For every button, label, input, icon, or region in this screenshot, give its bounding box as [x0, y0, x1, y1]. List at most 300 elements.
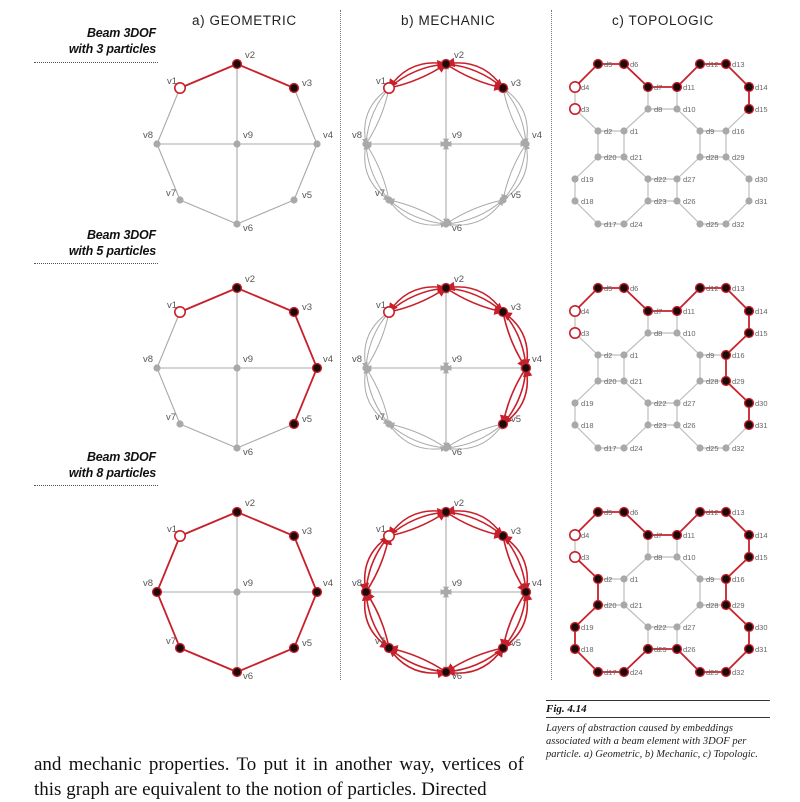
grid-label: d24: [630, 220, 643, 229]
inactive-arrow: [389, 424, 446, 449]
row-label-line1: Beam 3DOF: [86, 450, 156, 464]
active-arrow: [446, 648, 503, 673]
grid-label: d3: [581, 329, 590, 338]
inactive-arrow: [446, 424, 503, 449]
active-node: [233, 508, 242, 517]
grid-label: d1: [630, 351, 639, 360]
active-node: [499, 84, 508, 93]
vertex-label: v8: [352, 130, 363, 141]
caption-rule: [546, 700, 770, 701]
inactive-arrow: [365, 88, 389, 144]
active-node: [620, 668, 629, 677]
active-node: [522, 588, 531, 597]
active-node: [290, 644, 299, 653]
inactive-node: [722, 153, 729, 160]
vertex-label: v8: [143, 130, 154, 141]
active-node: [722, 668, 731, 677]
active-node: [594, 60, 603, 69]
vertex-label: v1: [167, 300, 178, 311]
grid-label: d22: [654, 623, 667, 632]
vertex-label: v1: [167, 76, 178, 87]
inactive-arrow: [446, 200, 503, 224]
grid-label: d10: [683, 553, 696, 562]
active-node: [696, 508, 705, 517]
active-node: [594, 601, 603, 610]
vertex-label: v2: [245, 274, 256, 285]
vertex-label: v4: [323, 354, 334, 365]
vertex-label: v3: [511, 302, 522, 313]
active-edge: [237, 64, 294, 88]
grid-label: d31: [755, 197, 768, 206]
active-edge: [180, 288, 237, 312]
body-paragraph: and mechanic properties. To put it in another way, vertices of this graph are equivalent to the notion of particles. Directed: [34, 754, 524, 800]
active-node: [745, 105, 754, 114]
inactive-node: [620, 220, 627, 227]
active-edge: [237, 648, 294, 672]
active-node: [499, 420, 508, 429]
active-arrow: [503, 536, 526, 592]
inactive-node: [594, 351, 601, 358]
inactive-node: [499, 196, 506, 203]
active-node: [594, 508, 603, 517]
inactive-node: [620, 601, 627, 608]
active-node: [722, 284, 731, 293]
grid-label: d21: [630, 377, 643, 386]
grid-label: d4: [581, 531, 590, 540]
inactive-node: [696, 220, 703, 227]
active-node: [571, 645, 580, 654]
grid-label: d17: [604, 668, 617, 677]
vertex-label: v8: [143, 578, 154, 589]
grid-label: d27: [683, 175, 696, 184]
inactive-edge: [294, 88, 317, 144]
vertex-label: v4: [323, 578, 334, 589]
grid-label: d19: [581, 175, 594, 184]
boundary-node: [570, 328, 580, 338]
inactive-node: [673, 175, 680, 182]
inactive-edge: [180, 200, 237, 224]
grid-label: d21: [630, 601, 643, 610]
active-node: [442, 508, 451, 517]
active-node: [673, 531, 682, 540]
grid-label: d19: [581, 623, 594, 632]
inactive-node: [594, 377, 601, 384]
inactive-node: [644, 421, 651, 428]
grid-label: d2: [604, 351, 613, 360]
active-arrow: [446, 512, 503, 536]
active-node: [233, 284, 242, 293]
grid-label: d14: [755, 531, 768, 540]
active-node: [385, 644, 394, 653]
active-node: [673, 645, 682, 654]
active-arrow: [366, 536, 389, 592]
active-arrow: [446, 63, 503, 88]
grid-label: d4: [581, 307, 590, 316]
vertex-label: v6: [243, 223, 254, 234]
vertex-label: v6: [243, 671, 254, 682]
inactive-node: [362, 140, 369, 147]
inactive-arrow: [446, 200, 503, 224]
vertex-label: v2: [245, 498, 256, 509]
active-node: [644, 83, 653, 92]
vertex-label: v9: [243, 354, 254, 365]
active-node: [644, 531, 653, 540]
vertex-label: v3: [302, 526, 313, 537]
inactive-node: [594, 220, 601, 227]
row-label-line2: with 8 particles: [68, 466, 156, 480]
grid-label: d2: [604, 127, 613, 136]
grid-label: d18: [581, 421, 594, 430]
vertex-label: v5: [302, 638, 313, 649]
grid-label: d7: [654, 307, 663, 316]
grid-label: d16: [732, 575, 745, 584]
vertex-label: v5: [302, 190, 313, 201]
active-node: [722, 575, 731, 584]
grid-label: d26: [683, 197, 696, 206]
grid-label: d28: [706, 153, 719, 162]
vertex-label: v9: [452, 578, 463, 589]
grid-label: d22: [654, 175, 667, 184]
grid-label: d26: [683, 645, 696, 654]
active-node: [644, 645, 653, 654]
boundary-node: [570, 306, 580, 316]
grid-label: d6: [630, 508, 639, 517]
inactive-node: [696, 377, 703, 384]
active-node: [313, 588, 322, 597]
active-edge: [237, 288, 294, 312]
inactive-node: [644, 399, 651, 406]
inactive-node: [620, 351, 627, 358]
vertex-label: v3: [511, 526, 522, 537]
active-node: [722, 601, 731, 610]
active-node: [233, 60, 242, 69]
active-node: [696, 284, 705, 293]
inactive-node: [442, 140, 449, 147]
grid-label: d11: [683, 531, 695, 540]
grid-label: d21: [630, 153, 643, 162]
grid-label: d16: [732, 127, 745, 136]
inactive-arrow: [389, 200, 446, 224]
grid-label: d10: [683, 329, 696, 338]
active-edge: [180, 648, 237, 672]
grid-label: d18: [581, 645, 594, 654]
inactive-node: [571, 421, 578, 428]
active-node: [673, 83, 682, 92]
inactive-arrow: [366, 312, 389, 368]
vertex-label: v4: [532, 130, 543, 141]
grid-label: d26: [683, 421, 696, 430]
inactive-node: [696, 127, 703, 134]
grid-label: d9: [706, 127, 715, 136]
vertex-label: v1: [167, 524, 178, 535]
inactive-node: [571, 175, 578, 182]
grid-label: d31: [755, 421, 768, 430]
inactive-node: [722, 220, 729, 227]
inactive-node: [620, 444, 627, 451]
active-node: [290, 84, 299, 93]
grid-label: d10: [683, 105, 696, 114]
vertex-label: v7: [166, 188, 177, 199]
grid-label: d6: [630, 284, 639, 293]
active-node: [673, 307, 682, 316]
grid-label: d25: [706, 668, 719, 677]
row-divider: [34, 263, 158, 264]
grid-label: d23: [654, 421, 667, 430]
grid-label: d25: [706, 220, 719, 229]
inactive-node: [442, 364, 449, 371]
inactive-node: [644, 175, 651, 182]
inactive-node: [644, 197, 651, 204]
active-node: [722, 351, 731, 360]
inactive-node: [176, 196, 183, 203]
vertex-label: v3: [302, 302, 313, 313]
row-label-line1: Beam 3DOF: [86, 228, 156, 242]
vertex-label: v7: [166, 636, 177, 647]
inactive-edge: [180, 424, 237, 448]
row-label: [36, 25, 156, 57]
grid-label: d15: [755, 329, 768, 338]
inactive-node: [673, 623, 680, 630]
active-arrow: [389, 64, 446, 88]
vertex-label: v9: [452, 354, 463, 365]
active-node: [745, 553, 754, 562]
active-node: [745, 421, 754, 430]
active-arrow: [389, 511, 446, 536]
inactive-node: [673, 197, 680, 204]
grid-label: d8: [654, 105, 663, 114]
active-arrow: [446, 64, 503, 88]
inactive-node: [696, 351, 703, 358]
inactive-node: [290, 196, 297, 203]
vertex-label: v2: [454, 274, 465, 285]
vertex-label: v8: [143, 354, 154, 365]
inactive-arrow: [503, 88, 526, 144]
grid-label: d3: [581, 105, 590, 114]
grid-label: d28: [706, 377, 719, 386]
vertex-label: v9: [452, 130, 463, 141]
grid-label: d13: [732, 60, 745, 69]
grid-label: d23: [654, 197, 667, 206]
grid-label: d5: [604, 284, 613, 293]
grid-label: d2: [604, 575, 613, 584]
active-node: [442, 668, 451, 677]
active-node: [745, 623, 754, 632]
figure-caption: Layers of abstraction caused by embeddings associated with a beam element with 3DOF per particle. a) Geometric, b) Mechanic, c) Topologic.: [546, 723, 758, 760]
grid-label: d32: [732, 444, 745, 453]
inactive-node: [673, 421, 680, 428]
geometric-column: [143, 50, 333, 682]
active-arrow: [366, 536, 389, 592]
topologic-column: [570, 60, 768, 677]
boundary-node: [570, 552, 580, 562]
grid-label: d20: [604, 601, 617, 610]
grid-label: d22: [654, 399, 667, 408]
inactive-node: [696, 153, 703, 160]
active-edge: [237, 512, 294, 536]
row-label: [36, 449, 156, 481]
active-arrow: [446, 512, 503, 536]
inactive-node: [620, 153, 627, 160]
active-node: [620, 284, 629, 293]
grid-label: d15: [755, 105, 768, 114]
active-node: [442, 284, 451, 293]
active-node: [594, 575, 603, 584]
inactive-edge: [157, 312, 180, 368]
inactive-node: [673, 105, 680, 112]
inactive-node: [644, 329, 651, 336]
active-node: [745, 645, 754, 654]
inactive-node: [594, 444, 601, 451]
inactive-node: [696, 575, 703, 582]
grid-label: d27: [683, 623, 696, 632]
inactive-arrow: [389, 424, 446, 448]
grid-label: d30: [755, 399, 768, 408]
grid-label: d14: [755, 307, 768, 316]
active-edge: [294, 312, 317, 368]
vertex-label: v8: [352, 354, 363, 365]
active-arrow: [389, 648, 446, 673]
grid-label: d17: [604, 444, 617, 453]
boundary-node: [570, 82, 580, 92]
inactive-node: [594, 127, 601, 134]
vertex-label: v9: [243, 130, 254, 141]
row-label-line2: with 5 particles: [68, 244, 156, 258]
inactive-node: [673, 399, 680, 406]
column-separator: [340, 10, 341, 680]
inactive-node: [722, 127, 729, 134]
grid-label: d3: [581, 553, 590, 562]
grid-label: d7: [654, 83, 663, 92]
boundary-node: [570, 104, 580, 114]
active-arrow: [389, 512, 446, 536]
active-arrow: [389, 648, 446, 672]
grid-label: d9: [706, 575, 715, 584]
inactive-arrow: [365, 312, 389, 368]
inactive-arrow: [503, 88, 527, 144]
inactive-node: [176, 420, 183, 427]
inactive-node: [644, 105, 651, 112]
vertex-label: v3: [511, 78, 522, 89]
active-node: [499, 644, 508, 653]
active-node: [745, 531, 754, 540]
active-node: [696, 668, 705, 677]
inactive-edge: [237, 424, 294, 448]
active-node: [620, 60, 629, 69]
active-arrow: [389, 287, 446, 312]
grid-label: d16: [732, 351, 745, 360]
active-node: [290, 308, 299, 317]
row-label-line1: Beam 3DOF: [86, 26, 156, 40]
vertex-label: v1: [376, 524, 387, 535]
active-arrow: [446, 64, 503, 88]
vertex-label: v8: [352, 578, 363, 589]
active-arrow: [446, 288, 503, 312]
active-arrow: [446, 287, 503, 312]
active-node: [722, 377, 731, 386]
inactive-arrow: [389, 424, 446, 448]
active-node: [722, 508, 731, 517]
grid-label: d25: [706, 444, 719, 453]
vertex-label: v6: [452, 671, 463, 682]
inactive-node: [673, 553, 680, 560]
inactive-node: [594, 153, 601, 160]
active-node: [745, 399, 754, 408]
inactive-node: [644, 553, 651, 560]
active-arrow: [503, 312, 526, 368]
inactive-edge: [157, 88, 180, 144]
vertex-label: v5: [302, 414, 313, 425]
active-arrow: [446, 511, 503, 536]
vertex-label: v3: [302, 78, 313, 89]
inactive-arrow: [366, 312, 389, 368]
inactive-node: [385, 196, 392, 203]
vertex-label: v4: [323, 130, 334, 141]
inactive-node: [644, 623, 651, 630]
inactive-arrow: [389, 200, 446, 225]
grid-label: d24: [630, 668, 643, 677]
inactive-node: [620, 575, 627, 582]
active-arrow: [389, 512, 446, 536]
grid-label: d19: [581, 399, 594, 408]
active-node: [620, 508, 629, 517]
active-arrow: [389, 63, 446, 88]
inactive-node: [620, 377, 627, 384]
inactive-arrow: [446, 200, 503, 225]
active-arrow: [446, 648, 503, 672]
grid-label: d1: [630, 575, 639, 584]
grid-label: d11: [683, 307, 695, 316]
grid-label: d1: [630, 127, 639, 136]
grid-label: d20: [604, 153, 617, 162]
active-node: [290, 420, 299, 429]
vertex-label: v6: [452, 447, 463, 458]
grid-label: d13: [732, 508, 745, 517]
inactive-node: [442, 220, 449, 227]
inactive-arrow: [446, 424, 503, 448]
active-node: [722, 60, 731, 69]
active-node: [594, 668, 603, 677]
vertex-label: v7: [166, 412, 177, 423]
boundary-node: [570, 530, 580, 540]
vertex-label: v2: [245, 50, 256, 61]
inactive-node: [522, 140, 529, 147]
grid-label: d23: [654, 645, 667, 654]
active-node: [499, 308, 508, 317]
active-node: [233, 668, 242, 677]
inactive-node: [442, 588, 449, 595]
active-arrow: [389, 64, 446, 88]
active-arrow: [389, 288, 446, 312]
vertex-label: v1: [376, 300, 387, 311]
mechanic-column: [352, 50, 542, 682]
active-arrow: [389, 648, 446, 672]
active-arrow: [503, 312, 527, 368]
row-divider: [34, 485, 158, 486]
active-arrow: [503, 312, 526, 368]
vertex-label: v7: [375, 412, 386, 423]
inactive-node: [153, 140, 160, 147]
vertex-label: v7: [375, 188, 386, 199]
inactive-node: [362, 364, 369, 371]
inactive-node: [722, 444, 729, 451]
active-node: [153, 588, 162, 597]
inactive-node: [233, 588, 240, 595]
inactive-node: [233, 140, 240, 147]
active-arrow: [389, 288, 446, 312]
inactive-edge: [237, 200, 294, 224]
grid-label: d11: [683, 83, 695, 92]
active-node: [362, 588, 371, 597]
